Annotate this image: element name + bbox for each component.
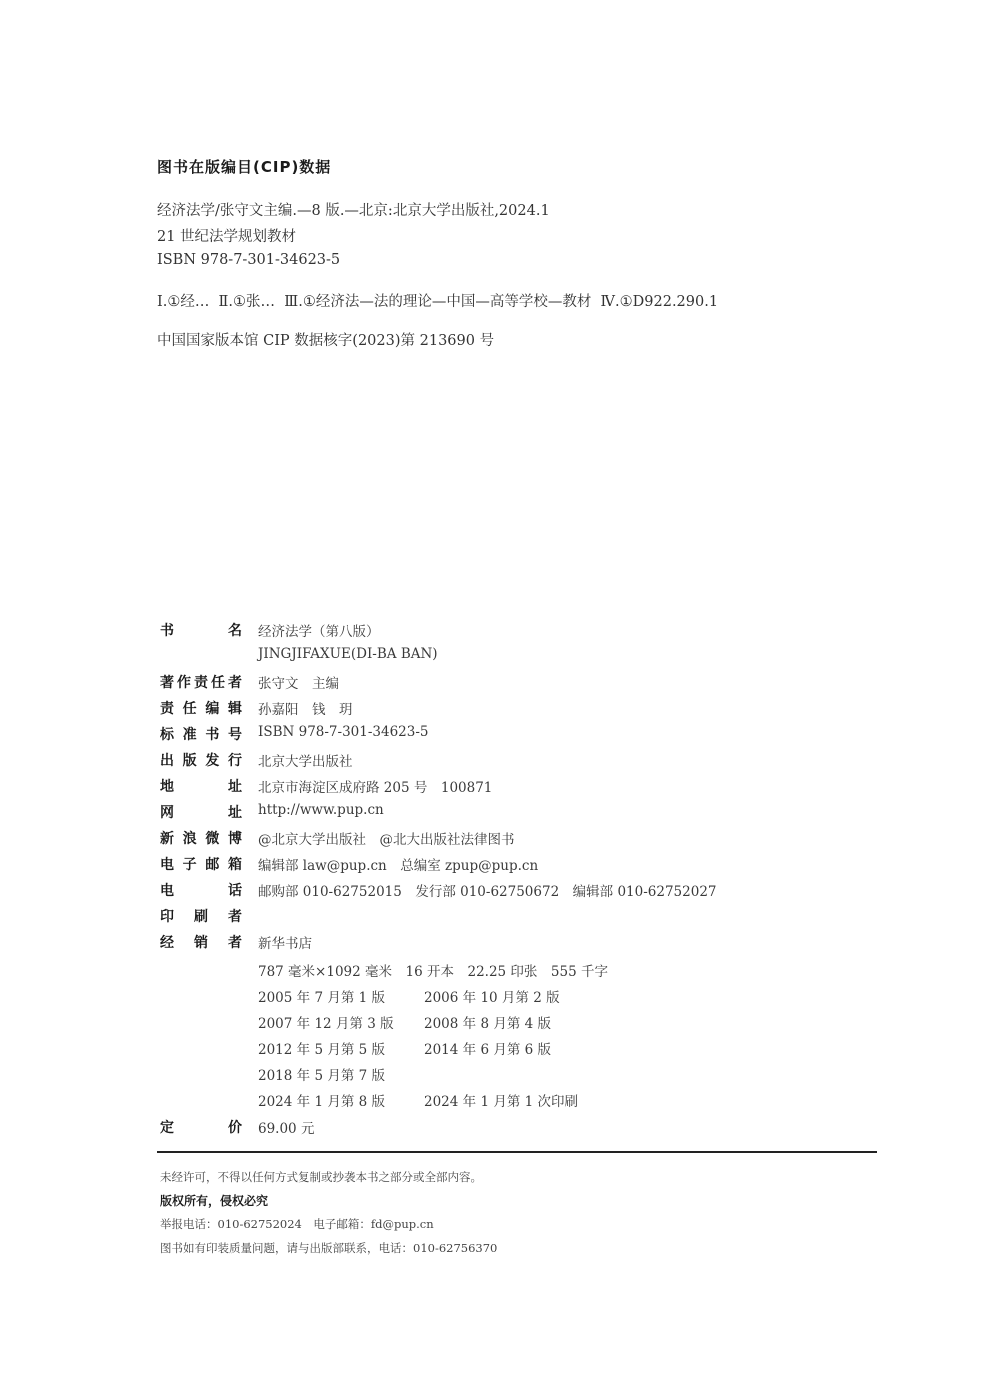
info-value: 张守文 主编 — [258, 676, 339, 692]
label-char: 发 — [205, 753, 220, 769]
info-value: 孙嘉阳 钱 玥 — [258, 702, 353, 718]
label-char: 辑 — [227, 701, 242, 717]
cip-line-title: 经济法学/张守文主编.—8 版.—北京:北京大学出版社,2024.1 — [157, 203, 550, 219]
label-char: 价 — [228, 1120, 242, 1136]
info-label — [160, 802, 242, 822]
label-char: 标 — [160, 727, 174, 743]
edition-entry: 2024 年 1 月第 8 版 — [258, 1094, 385, 1110]
cip-number: 中国国家版本馆 CIP 数据核字(2023)第 213690 号 — [157, 333, 495, 349]
edition-entry: 2018 年 5 月第 7 版 — [258, 1068, 385, 1084]
info-label — [160, 620, 242, 640]
label-char: 址 — [228, 779, 242, 795]
info-label — [160, 698, 242, 718]
label-char: 责 — [160, 701, 174, 717]
info-value: 北京市海淀区成府路 205 号 100871 — [258, 780, 493, 796]
label-char: 著 — [160, 675, 174, 691]
info-label — [160, 724, 242, 744]
edition-row — [258, 1090, 578, 1110]
info-label — [160, 854, 242, 874]
edition-entry: 2005 年 7 月第 1 版 — [258, 990, 385, 1006]
label-char: 准 — [182, 727, 197, 743]
label-char: 书 — [205, 727, 220, 743]
label-char: 博 — [227, 831, 242, 847]
label-char: 书 — [160, 623, 174, 639]
info-label — [160, 750, 242, 770]
divider — [157, 1151, 877, 1153]
label-char: 责 — [194, 675, 208, 691]
edition-entry: 2012 年 5 月第 5 版 — [258, 1042, 385, 1058]
cip-classification: Ⅰ.①经… Ⅱ.①张… Ⅲ.①经济法—法的理论—中国—高等学校—教材 Ⅳ.①D922.290.1 — [157, 294, 719, 310]
label-char: 电 — [160, 857, 174, 873]
info-label — [160, 880, 242, 900]
label-char: 微 — [205, 831, 220, 847]
label-char: 网 — [160, 805, 174, 821]
label-char: 邮 — [205, 857, 220, 873]
label-char: 任 — [211, 675, 225, 691]
label-char: 编 — [205, 701, 220, 717]
label-char: 定 — [160, 1120, 174, 1136]
info-value: 经济法学（第八版） — [258, 624, 380, 640]
edition-entry: 2014 年 6 月第 6 版 — [424, 1042, 551, 1058]
info-label — [160, 906, 242, 926]
info-value: 邮购部 010-62752015 发行部 010-62750672 编辑部 010-62752027 — [258, 884, 717, 900]
edition-entry: 2007 年 12 月第 3 版 — [258, 1016, 394, 1032]
label-char: 行 — [227, 753, 242, 769]
label-char: 版 — [182, 753, 197, 769]
label-char: 销 — [194, 935, 208, 951]
label-char: 箱 — [227, 857, 242, 873]
report-contact: 举报电话：010-62752024 电子邮箱：fd@pup.cn — [160, 1217, 434, 1231]
edition-entry: 2006 年 10 月第 2 版 — [424, 990, 560, 1006]
label-char: 号 — [227, 727, 242, 743]
info-value: 新华书店 — [258, 936, 312, 952]
info-value: JINGJIFAXUE(DI-BA BAN) — [258, 646, 438, 662]
rights-reserved: 版权所有，侵权必究 — [160, 1194, 269, 1208]
label-char: 经 — [160, 935, 174, 951]
price-label — [160, 1117, 242, 1137]
cip-title: 图书在版编目(CIP)数据 — [157, 158, 332, 176]
info-label — [160, 776, 242, 796]
label-char: 者 — [228, 935, 242, 951]
label-char: 电 — [160, 883, 174, 899]
label-char: 任 — [182, 701, 197, 717]
edition-row — [258, 1012, 551, 1032]
edition-row — [258, 986, 560, 1006]
info-value: ISBN 978-7-301-34623-5 — [258, 724, 429, 740]
edition-row — [258, 1038, 551, 1058]
book-specs: 787 毫米×1092 毫米 16 开本 22.25 印张 555 千字 — [258, 964, 608, 980]
label-char: 出 — [160, 753, 174, 769]
info-label — [160, 672, 242, 692]
info-label — [160, 828, 242, 848]
info-value: http://www.pup.cn — [258, 802, 384, 818]
edition-row — [258, 1064, 385, 1084]
quality-contact: 图书如有印装质量问题，请与出版部联系，电话：010-62756370 — [160, 1241, 498, 1255]
cip-line-series: 21 世纪法学规划教材 — [157, 229, 297, 245]
info-value: 北京大学出版社 — [258, 754, 353, 770]
price-value: 69.00 元 — [258, 1121, 315, 1137]
info-value: @北京大学出版社 @北大出版社法律图书 — [258, 832, 515, 848]
label-char: 印 — [160, 909, 174, 925]
label-char: 作 — [177, 675, 191, 691]
info-label — [160, 932, 242, 952]
label-char: 地 — [160, 779, 174, 795]
label-char: 浪 — [182, 831, 197, 847]
label-char: 话 — [228, 883, 242, 899]
copy-notice: 未经许可，不得以任何方式复制或抄袭本书之部分或全部内容。 — [160, 1170, 482, 1184]
label-char: 者 — [228, 909, 242, 925]
label-char: 刷 — [194, 909, 208, 925]
edition-entry: 2024 年 1 月第 1 次印刷 — [424, 1094, 578, 1110]
label-char: 子 — [182, 857, 197, 873]
label-char: 新 — [160, 831, 174, 847]
label-char: 名 — [228, 623, 242, 639]
cip-line-isbn: ISBN 978-7-301-34623-5 — [157, 252, 341, 268]
info-value: 编辑部 law@pup.cn 总编室 zpup@pup.cn — [258, 858, 539, 874]
edition-entry: 2008 年 8 月第 4 版 — [424, 1016, 551, 1032]
label-char: 址 — [228, 805, 242, 821]
label-char: 者 — [228, 675, 242, 691]
